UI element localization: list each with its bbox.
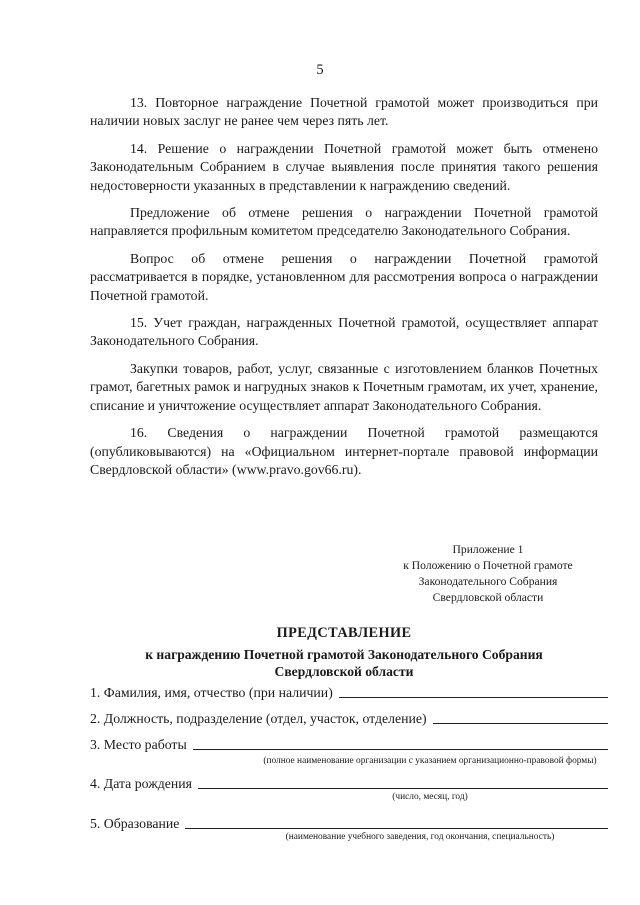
form-title: ПРЕДСТАВЛЕНИЕ [276, 625, 412, 641]
position-blank[interactable] [433, 710, 608, 724]
appendix-line: Законодательного Собрания [418, 575, 558, 588]
education-hint: (наименование учебного заведения, год окончания, специальность) [285, 832, 555, 842]
form-subtitle-line: к награждению Почетной грамотой Законодательного Собрания [145, 647, 543, 662]
workplace-blank[interactable] [193, 736, 608, 750]
field-label: 3. Место работы [90, 737, 187, 752]
paragraph-cancel-procedure: Вопрос об отмене решения о награждении Почетной грамотой рассматривается в порядке, установленном для рассмотрения вопроса о награждении Почетной грамотой. [90, 250, 598, 303]
appendix-line: к Положению о Почетной грамоте [403, 559, 573, 572]
form-field-full-name [90, 684, 608, 701]
body-text [90, 94, 598, 488]
education-blank[interactable] [185, 815, 608, 829]
form-field-workplace [90, 736, 608, 753]
workplace-hint: (полное наименование организации с указанием организационно-правовой формы) [263, 756, 597, 766]
field-label: 2. Должность, подразделение (отдел, участок, отделение) [90, 711, 427, 726]
paragraph-14: 14. Решение о награждении Почетной грамотой может быть отменено Законодательным Собранием в случае выявления после принятия такого решения недостоверности указанных в представлении к награждению сведений. [90, 140, 598, 193]
field-label: 4. Дата рождения [90, 776, 192, 791]
birth-date-hint: (число, месяц, год) [392, 792, 468, 802]
paragraph-cancel-proposal: Предложение об отмене решения о награждении Почетной грамотой направляется профильным комитетом председателю Законодательного Собрания. [90, 205, 598, 239]
paragraph-15: 15. Учет граждан, награжденных Почетной грамотой, осуществляет аппарат Законодательного Собрания. [90, 315, 598, 349]
appendix-line: Свердловской области [432, 591, 544, 604]
appendix-header [380, 542, 596, 606]
form-subtitle-line: Свердловской области [274, 664, 414, 679]
form-subtitle [90, 646, 598, 680]
birth-date-blank[interactable] [198, 775, 608, 789]
form-field-position [90, 710, 608, 727]
paragraph-procurement: Закупки товаров, работ, услуг, связанные с изготовлением бланков Почетных грамот, багетных рамок и нагрудных знаков к Почетным грамотам, их учет, хранение, списание и уничтожение осуществляет аппарат Законодательного Собрания. [90, 360, 598, 413]
paragraph-16: 16. Сведения о награждении Почетной грамотой размещаются (опубликовываются) на «Официальном интернет-портале правовой информации Свердловской области» (www.pravo.gov66.ru). [90, 425, 598, 477]
paragraph-13: 13. Повторное награждение Почетной грамотой может производиться при наличии новых заслуг не ранее чем через пять лет. [90, 95, 598, 129]
form-field-birth-date [90, 775, 608, 792]
form-field-education [90, 815, 608, 832]
full-name-blank[interactable] [339, 684, 608, 698]
appendix-line: Приложение 1 [452, 543, 524, 556]
field-label: 1. Фамилия, имя, отчество (при наличии) [90, 685, 333, 700]
field-label: 5. Образование [90, 816, 180, 831]
page-number: 5 [316, 62, 324, 78]
